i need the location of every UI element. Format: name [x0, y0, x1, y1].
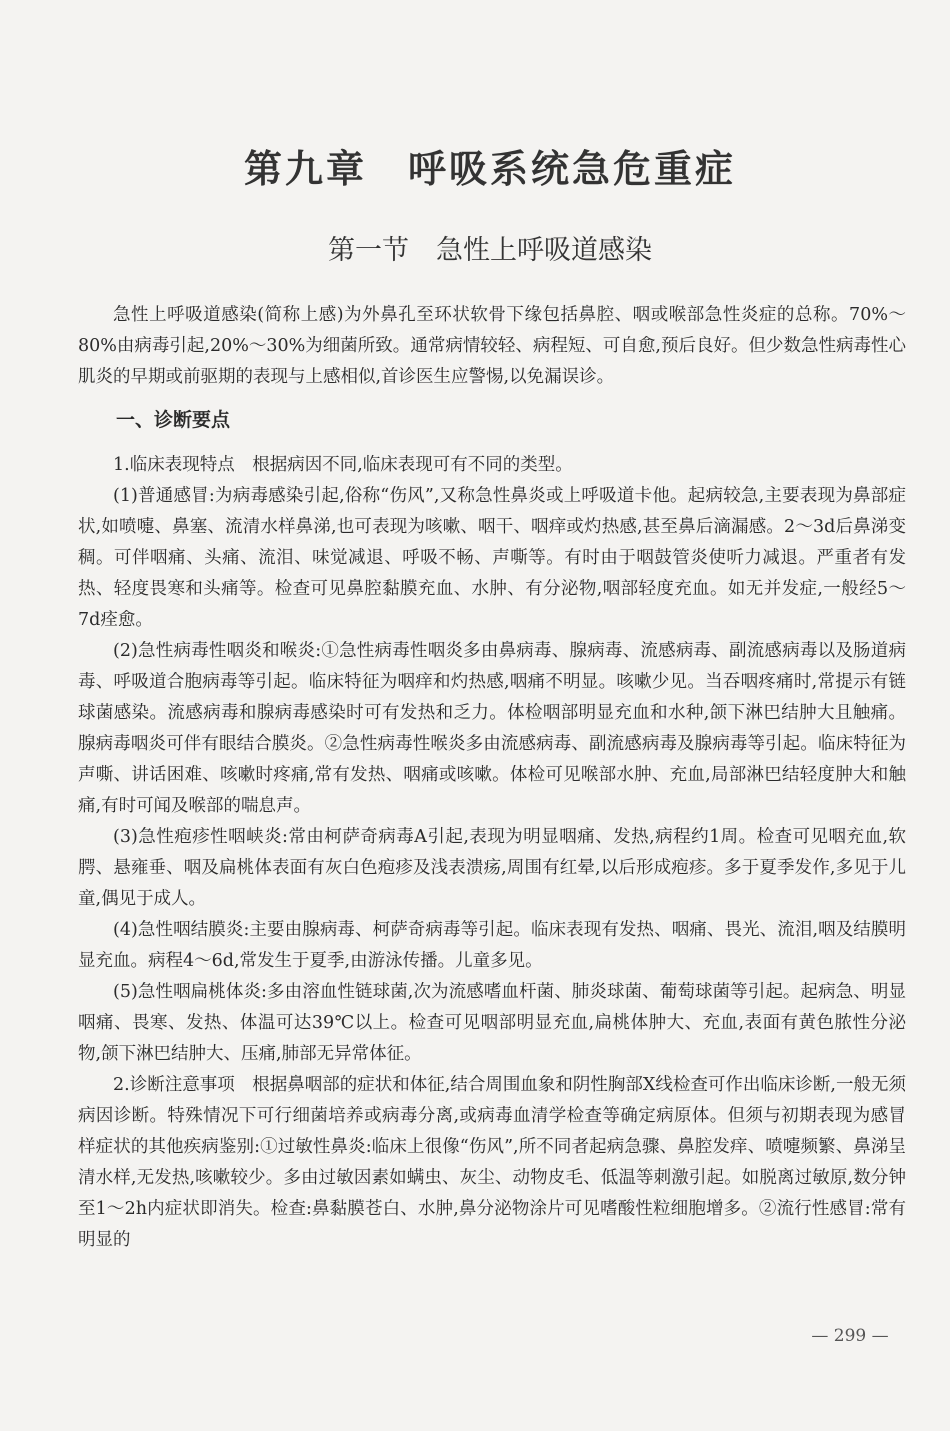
section-title: 第一节 急性上呼吸道感染 [328, 235, 652, 266]
paragraph-viral-pharyngitis: (2)急性病毒性咽炎和喉炎:①急性病毒性咽炎多由鼻病毒、腺病毒、流感病毒、副流感病毒以及肠道病毒、呼吸道合胞病毒等引起。临床特征为咽痒和灼热感,咽痛不明显。咳嗽少见。当吞咽疼痛时,常提示有链球菌感染。流感病毒和腺病毒感染时可有发热和乏力。体检咽部明显充血和水种,颌下淋巴结肿大且触痛。腺病毒咽炎可伴有眼结合膜炎。②急性病毒性喉炎多由流感病毒、副流感病毒及腺病毒等引起。临床特征为声嘶、讲话困难、咳嗽时疼痛,常有发热、咽痛或咳嗽。体检可见喉部水肿、充血,局部淋巴结轻度肿大和触痛,有时可闻及喉部的喘息声。 [78, 641, 906, 816]
body-text [78, 300, 906, 1256]
chapter-title: 第九章 呼吸系统急危重症 [243, 147, 736, 191]
paragraph-diagnosis-notes: 2.诊断注意事项 根据鼻咽部的症状和体征,结合周围血象和阴性胸部X线检查可作出临床诊断,一般无须病因诊断。特殊情况下可行细菌培养或病毒分离,或病毒血清学检查等确定病原体。但须与初期表现为感冒样症状的其他疾病鉴别:①过敏性鼻炎:临床上很像“伤风”,所不同者起病急骤、鼻腔发痒、喷嚏频繁、鼻涕呈清水样,无发热,咳嗽较少。多由过敏因素如螨虫、灰尘、动物皮毛、低温等刺激引起。如脱离过敏原,数分钟至1～2h内症状即消失。检查:鼻黏膜苍白、水肿,鼻分泌物涂片可见嗜酸性粒细胞增多。②流行性感冒:常有明显的 [78, 1075, 906, 1250]
paragraph-conjunctivitis: (4)急性咽结膜炎:主要由腺病毒、柯萨奇病毒等引起。临床表现有发热、咽痛、畏光、流泪,咽及结膜明显充血。病程4～6d,常发生于夏季,由游泳传播。儿童多见。 [78, 920, 906, 971]
paragraph-clinical-features: 1.临床表现特点 根据病因不同,临床表现可有不同的类型。 [113, 455, 573, 475]
intro-paragraph: 急性上呼吸道感染(简称上感)为外鼻孔至环状软骨下缘包括鼻腔、咽或喉部急性炎症的总称。70%～80%由病毒引起,20%～30%为细菌所致。通常病情较轻、病程短、可自愈,预后良好。但少数急性病毒性心肌炎的早期或前驱期的表现与上感相似,首诊医生应警惕,以免漏误诊。 [78, 305, 906, 387]
page-number: — 299 — [811, 1326, 889, 1346]
paragraph-herpangina: (3)急性疱疹性咽峡炎:常由柯萨奇病毒A引起,表现为明显咽痛、发热,病程约1周。检查可见咽充血,软腭、悬雍垂、咽及扁桃体表面有灰白色疱疹及浅表溃疡,周围有红晕,以后形成疱疹。多于夏季发作,多见于儿童,偶见于成人。 [78, 827, 906, 909]
paragraph-common-cold: (1)普通感冒:为病毒感染引起,俗称“伤风”,又称急性鼻炎或上呼吸道卡他。起病较急,主要表现为鼻部症状,如喷嚏、鼻塞、流清水样鼻涕,也可表现为咳嗽、咽干、咽痒或灼热感,甚至鼻后滴漏感。2～3d后鼻涕变稠。可伴咽痛、头痛、流泪、味觉减退、呼吸不畅、声嘶等。有时由于咽鼓管炎使听力减退。严重者有发热、轻度畏寒和头痛等。检查可见鼻腔黏膜充血、水肿、有分泌物,咽部轻度充血。如无并发症,一般经5～7d痊愈。 [78, 486, 906, 630]
paragraph-tonsillitis: (5)急性咽扁桃体炎:多由溶血性链球菌,次为流感嗜血杆菌、肺炎球菌、葡萄球菌等引起。起病急、明显咽痛、畏寒、发热、体温可达39℃以上。检查可见咽部明显充血,扁桃体肿大、充血,表面有黄色脓性分泌物,颌下淋巴结肿大、压痛,肺部无异常体征。 [78, 982, 906, 1064]
section-heading-diagnosis: 一、诊断要点 [116, 409, 231, 431]
